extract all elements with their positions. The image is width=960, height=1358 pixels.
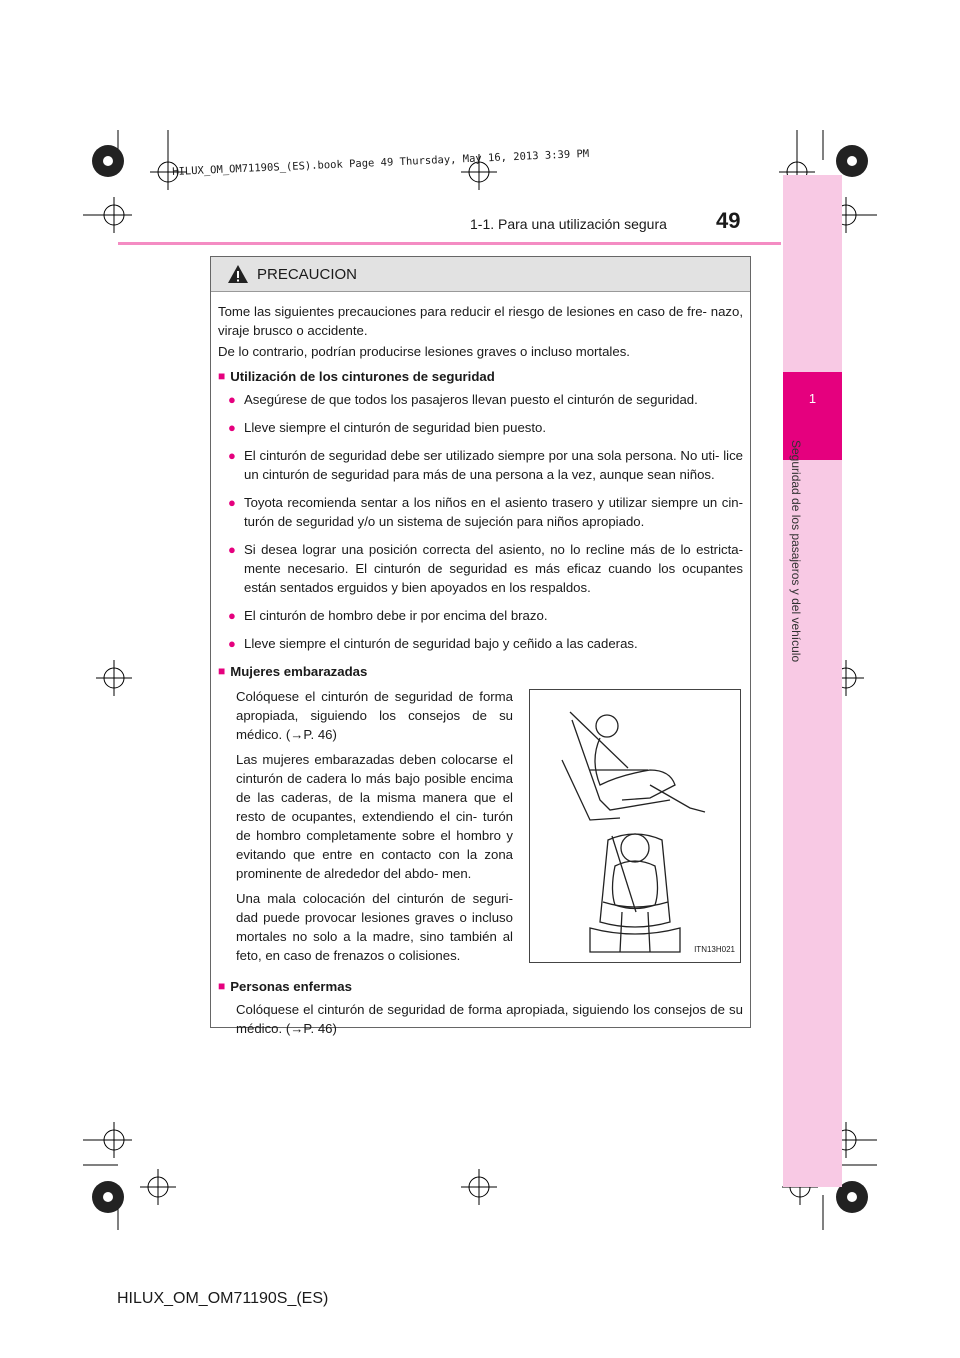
pregnant-woman-seatbelt-icon (530, 690, 740, 962)
book-stamp: HILUX_OM_OM71190S_(ES).book Page 49 Thursday, May 16, 2013 3:39 PM (172, 147, 590, 178)
page-number: 49 (716, 208, 741, 233)
warning-icon (227, 264, 249, 284)
seatbelt-illustration (529, 689, 741, 963)
caution-intro: Tome las siguientes precauciones para reducir el riesgo de lesiones en caso de fre- nazo, viraje brusco o accidente. (218, 304, 743, 338)
header-rule (118, 242, 781, 245)
list-item: ● El cinturón de hombro debe ir por encima del brazo. (228, 608, 548, 623)
chapter-title: 1-1. Para una utilización segura (470, 216, 667, 232)
footer-code: HILUX_OM_OM71190S_(ES) (117, 1290, 329, 1307)
side-tab-text: Seguridad de los pasajeros y del vehículo (789, 440, 803, 663)
list-item: ● Lleve siempre el cinturón de seguridad bien puesto. (228, 420, 547, 435)
list-item: ● Lleve siempre el cinturón de seguridad bajo y ceñido a las caderas. (228, 636, 638, 651)
side-tab-number: 1 (783, 372, 842, 460)
caution-title: PRECAUCION (257, 265, 358, 283)
caution-box (210, 256, 751, 1036)
list-item: ● El cinturón de seguridad debe ser utilizado siempre por una sola persona. No uti- lice un cinturón de seguridad para más de una persona a la vez, aunque sean niños. (228, 448, 743, 482)
illustration-code: ITN13H021 (694, 945, 735, 954)
list-item: ● Toyota recomienda sentar a los niños en el asiento trasero y utilizar siempre un cin- turón de seguridad y/o un sistema de sujeción para niños apropiado. (228, 495, 743, 529)
section-heading: ■ Mujeres embarazadas (218, 664, 368, 679)
paragraph: Una mala colocación del cinturón de seguri- dad puede provocar lesiones graves o incluso mortales no solo a la madre, sino también al feto, en caso de frenazos o colisiones. (236, 891, 513, 963)
pregnant-section (236, 687, 743, 971)
paragraph: Colóquese el cinturón de seguridad de forma apropiada, siguiendo los consejos de su médico. (→P. 46) (236, 1002, 743, 1036)
section-heading: ■ Utilización de los cinturones de seguridad (218, 369, 495, 384)
caution-header (211, 257, 750, 292)
list-item: ● Si desea lograr una posición correcta del asiento, no lo recline más de lo estricta- mente necesario. El cinturón de seguridad es más eficaz cuando los ocupantes están sentados erguidos y bien apoyados en los respaldos. (228, 542, 743, 595)
list-item: ● Asegúrese de que todos los pasajeros llevan puesto el cinturón de seguridad. (228, 392, 698, 407)
caution-intro-2: De lo contrario, podrían producirse lesiones graves o incluso mortales. (218, 344, 630, 359)
section-heading: ■ Personas enfermas (218, 979, 352, 994)
paragraph: Las mujeres embarazadas deben colocarse el cinturón de cadera lo más bajo posible encima de las caderas, de la misma manera que el resto de ocupantes, extendiendo el cin- turón de hombro completamente sobre el hombro y evitando que entre en contacto con la zona prominente de alrededor del abdo- men. (236, 752, 513, 881)
paragraph: Colóquese el cinturón de seguridad de forma apropiada, siguiendo los consejos de su médico. (→P. 46) (236, 689, 513, 742)
